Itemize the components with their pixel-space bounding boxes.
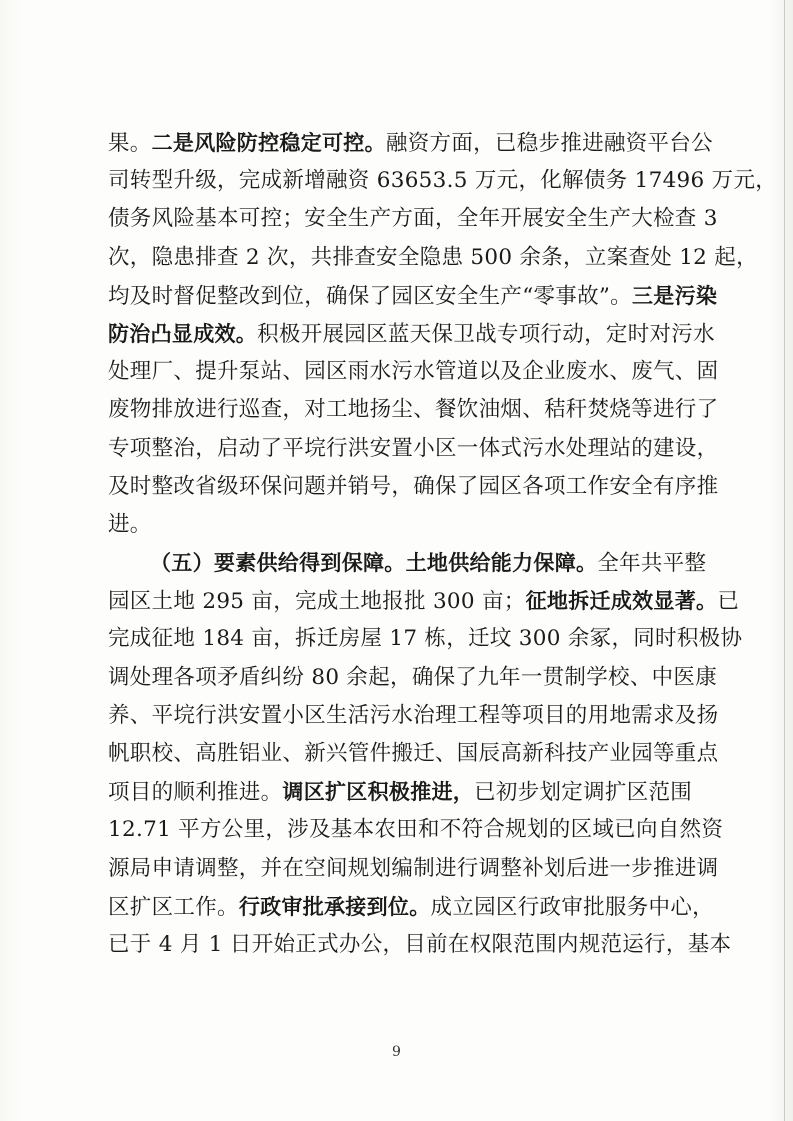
bold-heading-text: 行政审批承接到位。	[238, 894, 431, 919]
text-line	[108, 430, 719, 468]
text-line	[108, 582, 740, 620]
body-text-segment: 及时整改省级环保问题并销号，确保了园区各项工作安全有序推	[108, 473, 719, 499]
text-line	[108, 735, 719, 773]
text-line	[108, 162, 778, 200]
text-line	[108, 888, 714, 926]
text-line	[108, 468, 719, 506]
bold-heading-text: 二是风险防控稳定可控。	[151, 131, 386, 155]
body-text-segment: 废物排放进行巡查，对工地扬尘、餐饮油烟、秸秆焚烧等进行了	[108, 397, 719, 423]
body-text-segment: 成立园区行政审批服务中心，	[430, 894, 714, 920]
body-text-segment: 完成征地 184 亩，拆迁房屋 17 栋，迁坟 300 余冢，同时积极协	[108, 626, 743, 652]
body-text-segment: 项目的顺利推进。	[108, 780, 283, 806]
bold-heading-text: 防治凸显成效。	[108, 321, 258, 346]
body-text-segment: 调处理各项矛盾纠纷 80 余起，确保了九年一贯制学校、中医康	[108, 664, 718, 690]
text-line	[108, 697, 719, 735]
body-text-segment: 积极开展园区蓝天保卫战专项行动，定时对污水	[257, 321, 715, 347]
body-text-segment: 源局申请调整，并在空间规划编制进行调整补划后进一步推进调	[108, 855, 719, 881]
body-text-segment: 帆职校、高胜铝业、新兴管件搬迁、国辰高新科技产业园等重点	[108, 741, 719, 766]
bold-heading-text: （五）要素供给得到保障。土地供给能力保障。	[150, 551, 598, 576]
body-text-segment: 园区土地 295 亩，完成土地报批 300 亩；	[108, 589, 526, 615]
body-text-segment: 次，隐患排查 2 次，共排查安全隐患 500 余条，立案查处 12 起，	[108, 244, 758, 270]
body-text-segment: 已初步划定调扩区范围	[474, 780, 693, 806]
body-text-segment: 司转型升级，完成新增融资 63653.5 万元，化解债务 17496 万元，	[108, 168, 778, 194]
text-line	[108, 353, 719, 391]
page-number: 9	[392, 1044, 401, 1060]
text-line	[108, 773, 693, 811]
text-line	[108, 200, 718, 238]
body-text-segment: 专项整治，启动了平垸行洪安置小区一体式污水处理站的建设，	[108, 435, 719, 461]
text-line	[108, 239, 758, 277]
body-text-segment: 养、平垸行洪安置小区生活污水治理工程等项目的用地需求及扬	[108, 702, 719, 728]
text-line	[108, 124, 713, 162]
body-text-segment: 已于 4 月 1 日开始正式办公，目前在权限范围内规范运行，基本	[108, 931, 732, 957]
body-text-segment: 果。	[108, 131, 152, 156]
body-text-segment: 融资方面，已稳步推进融资平台公	[385, 131, 713, 156]
text-line	[108, 544, 707, 582]
text-line	[108, 850, 719, 888]
body-text	[108, 124, 778, 964]
body-text-segment: 债务风险基本可控；安全生产方面，全年开展安全生产大检查 3	[108, 206, 718, 232]
text-line	[108, 315, 715, 353]
page-edge-line	[784, 0, 785, 1121]
bold-heading-text: 三是污染	[632, 283, 718, 308]
text-line	[108, 811, 724, 849]
bold-heading-text: 调区扩区积极推进，	[282, 780, 475, 805]
text-line	[108, 506, 690, 544]
text-line	[108, 926, 732, 964]
body-text-segment: 均及时督促整改到位，确保了园区安全生产“零事故”。	[108, 283, 632, 309]
body-text-segment: 12.71 平方公里，涉及基本农田和不符合规划的区域已向自然资	[108, 817, 724, 843]
body-text-segment: 处理厂、提升泵站、园区雨水污水管道以及企业废水、废气、固	[108, 359, 719, 385]
text-line	[108, 620, 743, 658]
text-line	[108, 277, 718, 315]
text-line	[108, 659, 718, 697]
body-text-segment: 全年共平整	[597, 551, 707, 577]
bold-heading-text: 征地拆迁成效显著。	[525, 589, 718, 614]
body-text-segment: 进。	[108, 511, 152, 537]
body-text-segment: 已	[717, 589, 740, 615]
text-line	[108, 391, 719, 429]
body-text-segment: 区扩区工作。	[108, 894, 239, 920]
